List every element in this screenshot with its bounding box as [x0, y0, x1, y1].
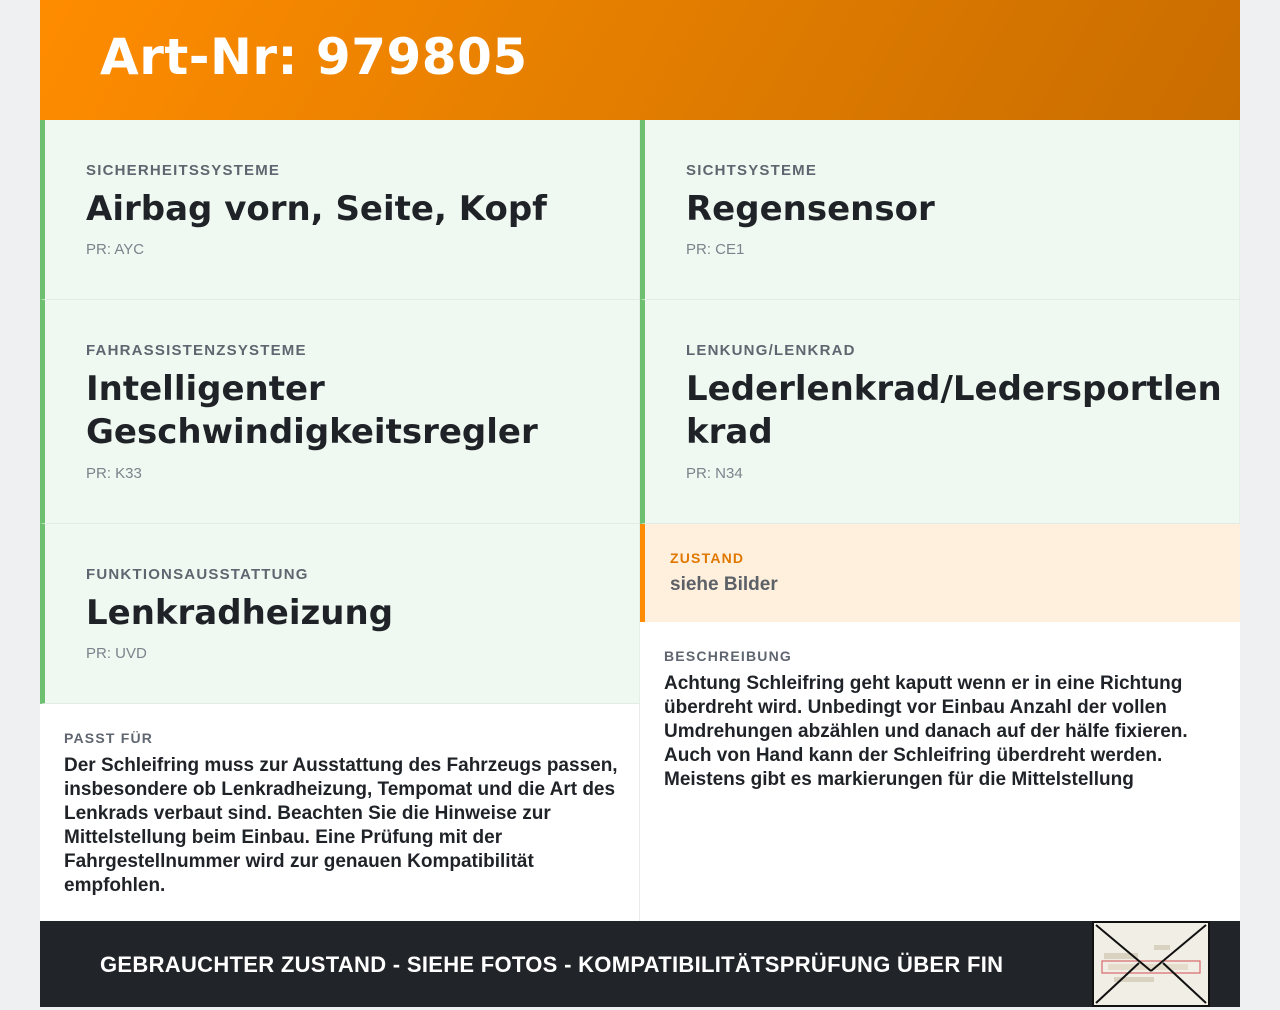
beschreibung-text: Achtung Schleifring geht kaputt wenn er in eine Richtung überdreht wird. Unbedingt vor Einbau Anzahl der vollen Umdrehungen abzählen und danach auf der hälfe fixieren. Auch von Hand kann der Schleifring überdreht werden. Meistens gibt es markierungen für die Mittelstellung: [664, 673, 1188, 790]
feature-category: SICHTSYSTEME: [686, 162, 818, 179]
passt-fuer-text: Der Schleifring muss zur Ausstattung des Fahrzeugs passen, insbesondere ob Lenkradheizung, Tempomat und die Art des Lenkrads verbaut sind. Beachten Sie die Hinweise zur Mittelstellung beim Einbau. Eine Prüfung mit der Fahrgestellnummer wird zur genauen Kompatibilität empfohlen.: [64, 755, 618, 896]
feature-title: Regensensor: [686, 189, 935, 229]
feature-category: FAHRASSISTENZSYSTEME: [86, 342, 307, 359]
footer-bar: [40, 921, 1240, 1007]
feature-category: SICHERHEITSSYSTEME: [86, 162, 281, 179]
feature-title: Intelligenter Geschwindigkeitsregler: [86, 369, 538, 452]
feature-pr-code: PR: K33: [86, 465, 142, 482]
feature-card-funktion: [40, 524, 640, 704]
footer-text: GEBRAUCHTER ZUSTAND - SIEHE FOTOS - KOMPATIBILITÄTSPRÜFUNG ÜBER FIN: [100, 952, 1004, 977]
column-divider: [639, 703, 640, 921]
passt-fuer-label: PASST FÜR: [64, 730, 154, 746]
feature-title: Lederlenkrad/Ledersportlenkrad: [686, 369, 1222, 452]
feature-card-sicherheit: [40, 120, 640, 300]
passt-fuer-section: [40, 704, 640, 922]
zustand-label: ZUSTAND: [670, 550, 745, 566]
beschreibung-section: [640, 622, 1240, 922]
feature-category: LENKUNG/LENKRAD: [686, 342, 856, 359]
feature-pr-code: PR: CE1: [686, 241, 745, 258]
right-column: [640, 120, 1240, 922]
feature-card-sicht: [640, 120, 1240, 300]
left-column: [40, 120, 640, 922]
feature-title: Lenkradheizung: [86, 593, 394, 633]
beschreibung-label: BESCHREIBUNG: [664, 648, 792, 664]
header-banner: [40, 0, 1240, 120]
feature-category: FUNKTIONSAUSSTATTUNG: [86, 566, 309, 583]
envelope-icon: [1094, 923, 1208, 1005]
product-sheet: [40, 0, 1240, 1007]
feature-pr-code: PR: N34: [686, 465, 743, 482]
zustand-value: siehe Bilder: [670, 574, 778, 595]
zustand-box: [640, 524, 1240, 622]
feature-card-lenkung: [640, 300, 1240, 524]
feature-title: Airbag vorn, Seite, Kopf: [86, 189, 547, 229]
feature-card-fahrassistenz: [40, 300, 640, 524]
label-photo-thumbnail[interactable]: [1092, 921, 1210, 1007]
feature-pr-code: PR: UVD: [86, 645, 147, 662]
article-number-title: Art-Nr: 979805: [100, 28, 528, 86]
feature-pr-code: PR: AYC: [86, 241, 145, 258]
